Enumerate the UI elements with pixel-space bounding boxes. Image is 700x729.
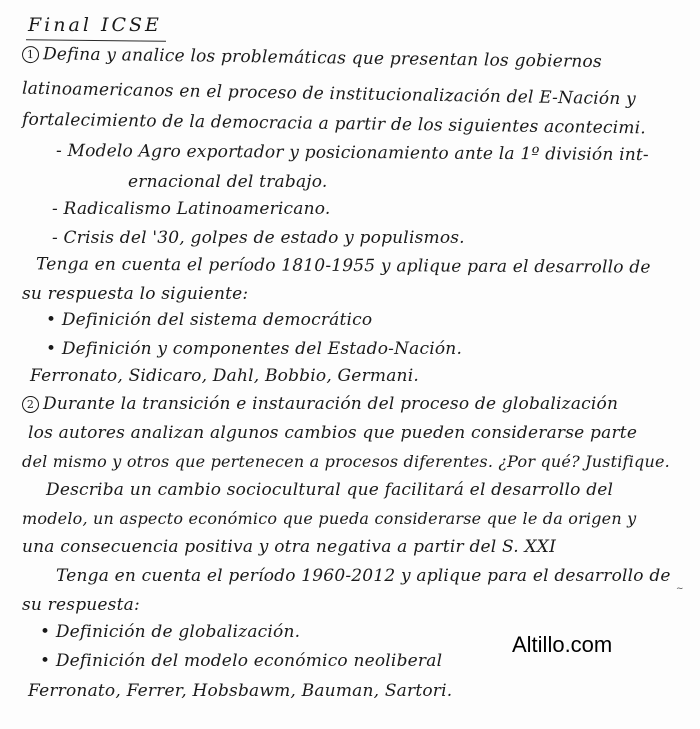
q2-line-2: los autores analizan algunos cambios que pueden considerarse parte xyxy=(28,423,638,443)
q2-line-6: una consecuencia positiva y otra negativa a partir del S. XXI xyxy=(22,537,557,557)
q2-line-5: modelo, un aspecto económico que pueda considerarse que le da origen y xyxy=(22,509,637,528)
q1-bullet-1: • Definición del sistema democrático xyxy=(46,310,373,330)
q1-line-9: su respuesta lo siguiente: xyxy=(22,284,249,304)
q2-bullet-2: • Definición del modelo económico neoliberal xyxy=(40,651,443,671)
q1-line-2: latinoamericanos en el proceso de institucionalización del E-Nación y xyxy=(21,78,637,110)
title-underline xyxy=(26,39,166,41)
q1-line-4: - Modelo Agro exportador y posicionamiento ante la 1º división int- xyxy=(55,140,649,166)
q1-line-5: ernacional del trabajo. xyxy=(128,172,328,192)
q2-number-circle: 2 xyxy=(22,396,39,413)
q2-line-1: 2 Durante la transición e instauración del proceso de globalización xyxy=(22,394,618,414)
q1-line-3: fortalecimiento de la democracia a partir de los siguientes acontecimi. xyxy=(21,109,647,139)
q2-line-4: Describa un cambio sociocultural que facilitará el desarrollo del xyxy=(46,480,614,500)
q1-line-6: - Radicalismo Latinoamericano. xyxy=(52,199,331,219)
q1-authors: Ferronato, Sidicaro, Dahl, Bobbio, Germani. xyxy=(30,366,419,386)
q2-authors: Ferronato, Ferrer, Hobsbawm, Bauman, Sartori. xyxy=(28,681,453,701)
q2-bullet-1: • Definición de globalización. xyxy=(40,622,301,642)
margin-note: ~ xyxy=(676,584,684,594)
q2-line-7: Tenga en cuenta el período 1960-2012 y aplique para el desarrollo de xyxy=(56,566,671,586)
q1-number-circle: 1 xyxy=(22,46,39,63)
q2-line-8: su respuesta: xyxy=(22,595,140,615)
page-title: Final ICSE xyxy=(28,14,162,36)
q2-line-3: del mismo y otros que pertenecen a procesos diferentes. ¿Por qué? Justifique. xyxy=(22,452,670,471)
q1-line-7: - Crisis del '30, golpes de estado y populismos. xyxy=(52,228,465,248)
watermark: Altillo.com xyxy=(512,632,613,657)
q1-line-8: Tenga en cuenta el período 1810-1955 y aplique para el desarrollo de xyxy=(35,254,651,278)
q1-line-1: 1 Defina y analice los problemáticas que presentan los gobiernos xyxy=(22,44,602,72)
q1-bullet-2: • Definición y componentes del Estado-Nación. xyxy=(46,339,463,359)
